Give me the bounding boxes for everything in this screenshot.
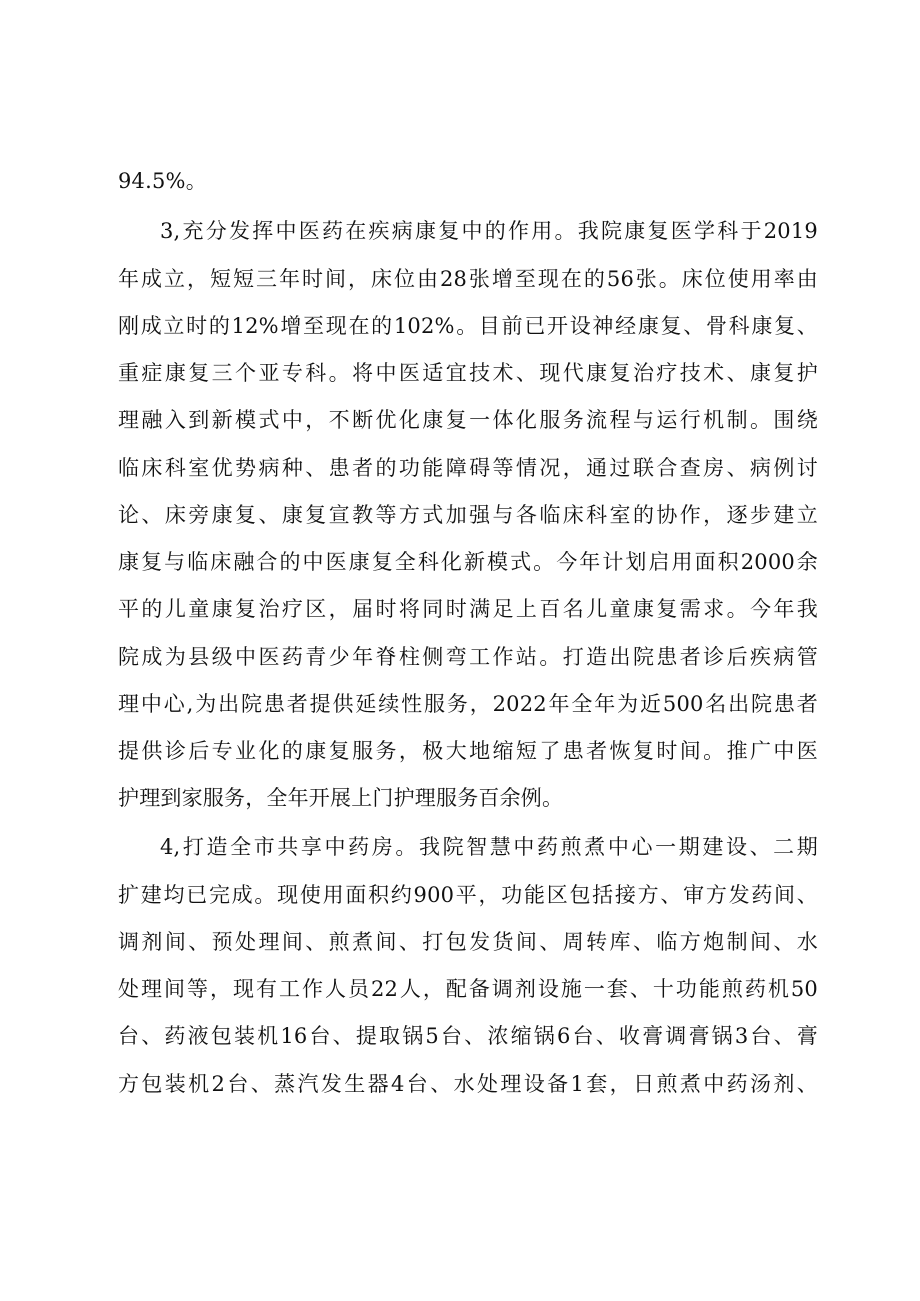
text-line-14: 护理到家服务，全年开展上门护理服务百余例。 [118, 786, 564, 810]
text-line-1: 94.5%。 [118, 169, 207, 193]
text-line-11: 院成为县级中医药青少年脊柱侧弯工作站。打造出院患者诊后疾病管 [118, 645, 818, 669]
text-line-13: 提供诊后专业化的康复服务，极大地缩短了患者恢复时间。推广中医 [118, 739, 818, 763]
text-line-6: 理融入到新模式中，不断优化康复一体化服务流程与运行机制。围绕 [118, 408, 818, 432]
text-line-8: 论、床旁康复、康复宣教等方式加强与各临床科室的协作，逐步建立 [118, 503, 818, 527]
text-line-18: 处理间等，现有工作人员22人，配备调剂设施一套、十功能煎药机50 [118, 977, 818, 1001]
text-line-7: 临床科室优势病种、患者的功能障碍等情况，通过联合查房、病例讨 [118, 456, 818, 480]
text-line-2: 3,充分发挥中医药在疾病康复中的作用。我院康复医学科于2019 [160, 219, 818, 243]
text-line-10: 平的儿童康复治疗区，届时将同时满足上百名儿童康复需求。今年我 [118, 597, 818, 621]
text-line-15: 4,打造全市共享中药房。我院智慧中药煎煮中心一期建设、二期 [160, 835, 818, 859]
text-line-3: 年成立，短短三年时间，床位由28张增至现在的56张。床位使用率由 [118, 267, 818, 291]
text-line-9: 康复与临床融合的中医康复全科化新模式。今年计划启用面积2000余 [118, 550, 818, 574]
text-line-16: 扩建均已完成。现使用面积约900平，功能区包括接方、审方发药间、 [118, 883, 818, 907]
text-line-4: 刚成立时的12%增至现在的102%。目前已开设神经康复、骨科康复、 [118, 314, 818, 338]
text-line-19: 台、药液包装机16台、提取锅5台、浓缩锅6台、收膏调膏锅3台、膏 [118, 1024, 818, 1048]
text-line-20: 方包装机2台、蒸汽发生器4台、水处理设备1套，日煎煮中药汤剂、 [118, 1072, 818, 1096]
text-line-17: 调剂间、预处理间、煎煮间、打包发货间、周转库、临方炮制间、水 [118, 930, 818, 954]
text-line-5: 重症康复三个亚专科。将中医适宜技术、现代康复治疗技术、康复护 [118, 361, 818, 385]
text-line-12: 理中心,为出院患者提供延续性服务，2022年全年为近500名出院患者 [118, 692, 818, 716]
